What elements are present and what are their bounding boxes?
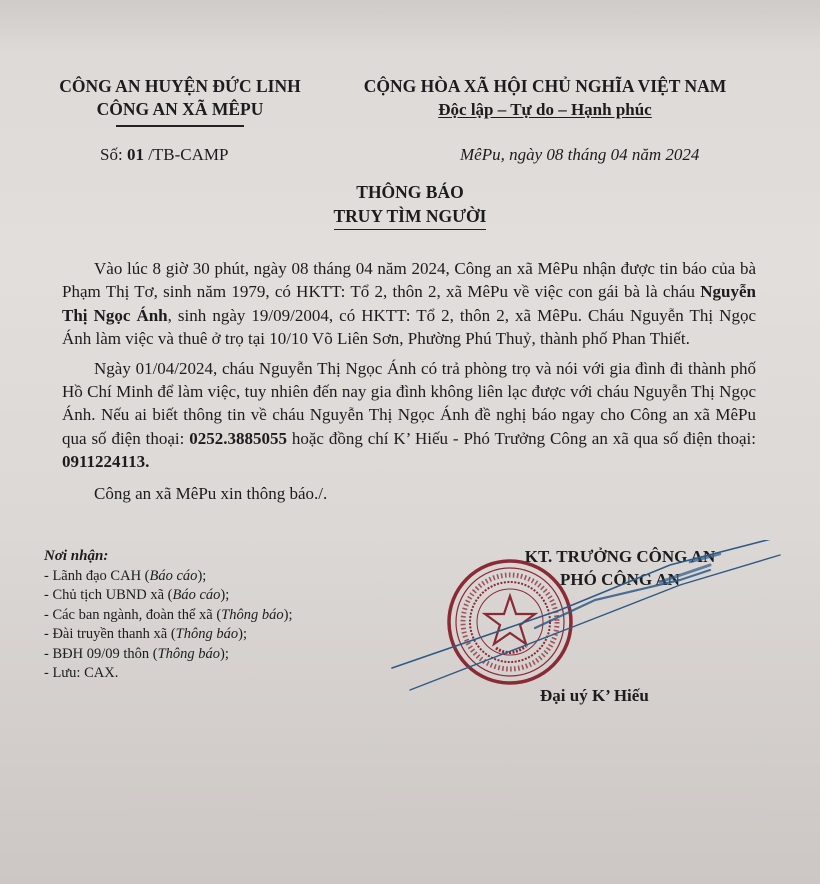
p1-text-b: , sinh ngày 19/09/2004, có HKTT: Tổ 2, thôn 2, xã MêPu. Cháu Nguyễn Thị Ngọc Ánh làm việc và thuê ở trọ tại 10/10 Võ Liên Sơn, Phường Phú Thuỷ, thành phố Phan Thiết. [62, 305, 756, 349]
national-header [335, 75, 755, 121]
closing-line: Công an xã MêPu xin thông báo./. [94, 483, 328, 503]
recipient-end: ); [220, 587, 230, 603]
recipient-end: ); [197, 567, 207, 584]
signer-position: PHÓ CÔNG AN [560, 570, 680, 589]
document-title [250, 180, 570, 230]
recipient-text: - Các ban ngành, đoàn thể xã ( [44, 606, 222, 623]
recipients-label: Nơi nhận: [44, 548, 109, 564]
police-seal-star-icon [446, 558, 574, 686]
recipient-item [44, 567, 404, 587]
p1-text-a: Vào lúc 8 giờ 30 phút, ngày 08 tháng 04 năm 2024, Công an xã MêPu nhận được tin báo của bà Phạm Thị Tơ, sinh năm 1979, có HKTT: Tổ 2, thôn 2, xã MêPu về việc con gái bà là cháu [62, 259, 756, 302]
recipient-note: Báo cáo [149, 567, 198, 584]
recipient-item [44, 586, 404, 606]
missing-person-name: Nguyễn Thị Ngọc Ánh [62, 282, 756, 325]
national-motto: Độc lập – Tự do – Hạnh phúc [438, 100, 652, 119]
recipient-end: ); [220, 645, 229, 662]
title-line-2: TRUY TÌM NGƯỜI [334, 204, 487, 230]
recipient-note: Báo cáo [172, 587, 221, 603]
paragraph-1 [62, 257, 756, 351]
p2-text-a: Ngày 01/04/2024, cháu Nguyễn Thị Ngọc Ánh có trả phòng trọ và nói với gia đình đi thành phố Hồ Chí Minh để làm việc, tuy nhiên đến nay gia đình không liên lạc được với cháu Nguyễn Thị Ngọc Ánh. Nếu ai biết thông tin về cháu Nguyễn Thị Ngọc Ánh đề nghị báo ngay cho Công an xã MêPu qua số điện thoại: [62, 358, 756, 448]
recipients-list [44, 547, 404, 684]
recipient-end: ); [238, 626, 247, 642]
document-number [100, 145, 228, 165]
agency-underline [116, 125, 244, 127]
phone-number-2: 0911224113. [62, 452, 150, 472]
recipient-end: ); [283, 606, 293, 623]
recipient-text: - Đài truyền thanh xã ( [44, 626, 176, 642]
agency-parent: CÔNG AN HUYỆN ĐỨC LINH [59, 76, 301, 96]
recipient-item [44, 664, 404, 684]
agency-name: CÔNG AN XÃ MÊPU [96, 99, 264, 119]
recipient-item [44, 625, 404, 645]
recipient-text: - Chủ tịch UBND xã ( [44, 587, 173, 603]
signer-name: Đại uý K’ Hiếu [540, 686, 649, 705]
recipient-item [44, 645, 404, 665]
doc-number-value: 01 [126, 145, 144, 164]
recipient-text: - Lãnh đạo CAH ( [44, 567, 150, 584]
document-body [62, 257, 756, 511]
recipient-item [44, 606, 404, 626]
title-line-1: THÔNG BÁO [356, 182, 464, 202]
doc-number-prefix: Số: [100, 145, 127, 164]
recipient-text: - Lưu: CAX. [44, 665, 119, 681]
recipient-note: Thông báo [221, 606, 284, 623]
recipient-text: - BĐH 09/09 thôn ( [44, 645, 158, 662]
phone-number-1: 0252.3885055 [189, 428, 287, 448]
recipient-note: Thông báo [175, 626, 239, 642]
national-title: CỘNG HÒA XÃ HỘI CHỦ NGHĨA VIỆT NAM [363, 76, 727, 96]
doc-number-suffix: /TB-CAMP [143, 145, 229, 164]
paragraph-2 [62, 357, 756, 474]
issuing-agency-header [30, 75, 330, 127]
p2-text-b: hoặc đồng chí K’ Hiếu - Phó Trưởng Công an xã qua số điện thoại: [286, 428, 756, 448]
place-date: MêPu, ngày 08 tháng 04 năm 2024 [460, 145, 700, 164]
signer-authority: KT. TRƯỞNG CÔNG AN [524, 547, 716, 566]
recipient-note: Thông báo [157, 645, 221, 662]
